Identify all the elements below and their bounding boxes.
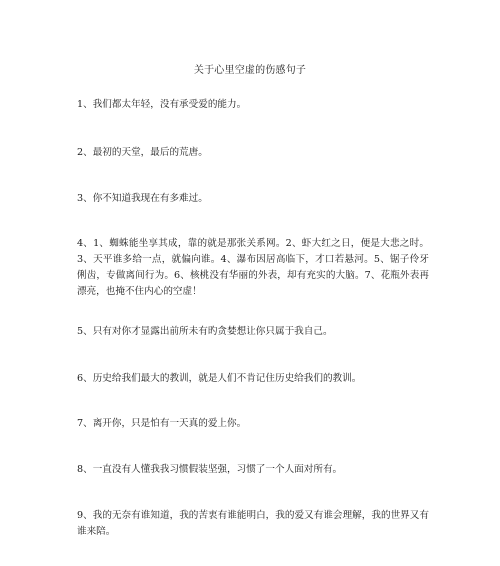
paragraph-9: 9、我的无奈有谁知道，我的苦衷有谁能明白，我的爱又有谁会理解，我的世界又有谁来陪。: [77, 510, 429, 537]
paragraph-2: 2、最初的天堂，最后的荒唐。: [77, 147, 208, 158]
paragraph-8: 8、一直没有人懂我我习惯假装坚强，习惯了一个人面对所有。: [77, 464, 343, 475]
paragraph-5: 5、只有对你才显露出前所未有旳贪婪想让你只属于我自己。: [77, 326, 333, 337]
paragraph-7: 7、离开你，只是怕有一天真的爱上你。: [77, 418, 247, 429]
paragraph-1: 1、我们都太年轻，没有承受爱的能力。: [77, 99, 247, 110]
paragraph-4: 4、1、蜘蛛能坐享其成，靠的就是那张关系网。2、虾大红之日，便是大悲之时。3、天平谁多给一点，就偏向谁。4、瀑布因居高临下，才口若悬河。5、锯子伶牙俐齿，专做离间行为。6、核桃没有华丽的外表，却有充实的大脑。7、花瓶外表再漂亮，也掩不住内心的空虚！: [77, 238, 429, 297]
paragraph-3: 3、你不知道我现在有多难过。: [77, 193, 208, 204]
document-title: 关于心里空虚的伤感句子: [193, 65, 307, 76]
paragraph-6: 6、历史给我们最大的教训，就是人们不肯记住历史给我们的教训。: [77, 373, 362, 384]
